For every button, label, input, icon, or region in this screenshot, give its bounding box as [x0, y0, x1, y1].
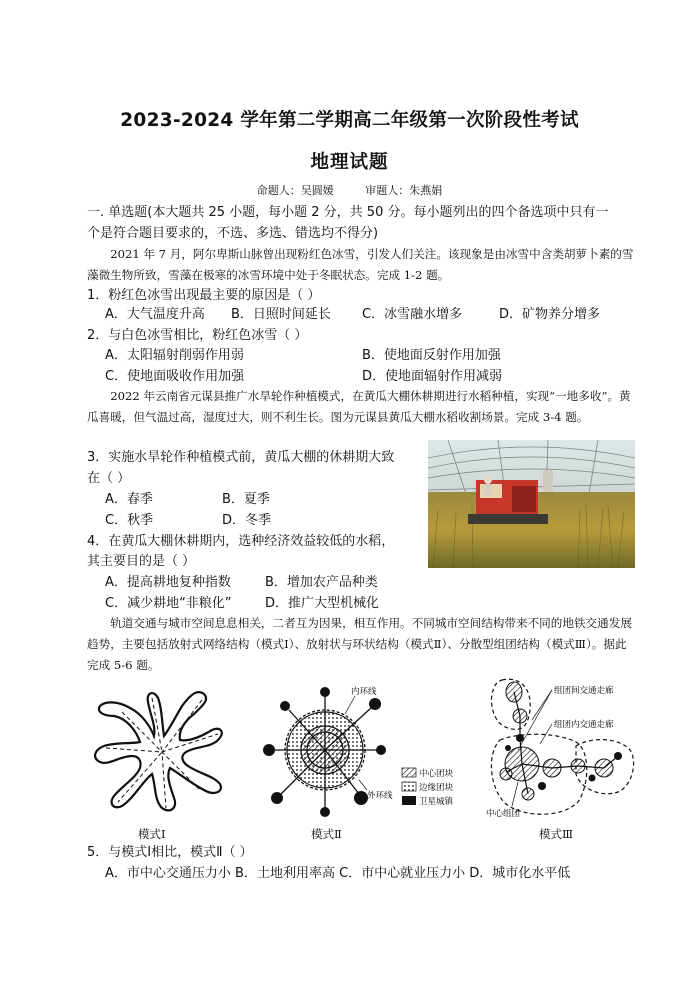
setter-name: 命题人：吴圆媛 [256, 184, 334, 197]
section-heading-line1: 一. 单选题(本大题共 25 小题，每小题 2 分，共 50 分。每小题列出的四个备选项中只有一 [87, 205, 609, 220]
center-cluster-label: 中心组团 [486, 809, 521, 819]
reviewer-name: 审题人：朱燕娟 [365, 184, 443, 197]
passage-3: 轨道交通与城市空间息息相关，二者互为因果，相互作用。不同城市空间结构带来不同的地铁交通发展趋势，主要包括放射式网络结构（模式Ⅰ）、放射状与环状结构（模式Ⅱ）、分散型组团结构（模式Ⅲ）。据此完成 5-6 题。 [87, 616, 632, 672]
q2-option-b: B．使地面反射作用加强 [362, 348, 501, 363]
q1-option-c: C．冰雪融水增多 [362, 307, 463, 322]
q4-stem-line1: 4．在黄瓜大棚休耕期内，选种经济效益较低的水稻， [87, 534, 395, 549]
q4-option-c: C．减少耕地“非粮化” [105, 596, 232, 611]
inner-ring-label: 内环线 [351, 687, 377, 697]
q1-option-d: D．矿物养分增多 [499, 307, 601, 322]
mode3-caption: 模式Ⅲ [539, 827, 574, 841]
q1-stem: 1．粉红色冰雪出现最主要的原因是（ ） [87, 288, 321, 303]
q4-option-b: B．增加农产品种类 [265, 575, 378, 590]
q2-option-d: D．使地面辐射作用减弱 [362, 369, 503, 384]
legend-center-label: 中心团块 [419, 769, 454, 779]
legend-edge-label: 边缘团块 [419, 783, 454, 793]
rice-harvest-photo [428, 440, 635, 568]
q3-stem-line2: 在（ ） [87, 471, 131, 486]
mode1-caption: 模式Ⅰ [138, 827, 166, 841]
corridor-within-label: 组团内交通走廊 [554, 720, 614, 730]
mode1-diagram [92, 686, 232, 816]
legend-satellite-label: 卫星城镇 [419, 797, 454, 807]
q5-options: A．市中心交通压力小 B．土地利用率高 C．市中心就业压力小 D．城市化水平低 [105, 866, 571, 881]
q2-stem: 2．与白色冰雪相比，粉红色冰雪（ ） [87, 328, 308, 343]
q3-option-d: D．冬季 [222, 513, 272, 528]
q4-option-a: A．提高耕地复种指数 [105, 575, 231, 590]
mode2-diagram [255, 684, 465, 820]
author-line [0, 182, 699, 198]
subject-title: 地理试题 [310, 152, 389, 173]
q4-stem-line2: 其主要目的是（ ） [87, 554, 196, 569]
section-heading-line2: 个是符合题目要求的，不选、多选、错选均不得分) [87, 226, 379, 241]
q3-option-b: B．夏季 [222, 492, 270, 507]
q4-option-d: D．推广大型机械化 [265, 596, 380, 611]
passage-2: 2022 年云南省元谋县推广水旱轮作种植模式，在黄瓜大棚休耕期进行水稻种植，实现“一地多收”。黄瓜喜暖，但气温过高，湿度过大，则不利生长。图为元谋县黄瓜大棚水稻收割场景。完成 3-4 题。 [87, 389, 631, 424]
q2-option-c: C．使地面吸收作用加强 [105, 369, 245, 384]
mode2-caption: 模式Ⅱ [311, 827, 342, 841]
q3-option-a: A．春季 [105, 492, 153, 507]
q3-stem-line1: 3．实施水旱轮作种植模式前，黄瓜大棚的休耕期大致 [87, 450, 395, 465]
q1-option-a: A．大气温度升高 [105, 307, 205, 322]
q1-option-b: B．日照时间延长 [231, 307, 331, 322]
exam-title: 2023-2024 学年第二学期高二年级第一次阶段性考试 [120, 110, 579, 131]
corridor-between-label: 组团间交通走廊 [554, 686, 614, 696]
q2-option-a: A．太阳辐射削弱作用弱 [105, 348, 244, 363]
q3-option-c: C．秋季 [105, 513, 154, 528]
mode3-diagram [480, 676, 640, 822]
q5-stem: 5．与模式Ⅰ相比，模式Ⅱ（ ） [87, 845, 253, 860]
passage-1: 2021 年 7 月，阿尔卑斯山脉曾出现粉红色冰雪，引发人们关注。该现象是由冰雪中含类胡萝卜素的雪藻微生物所致，雪藻在极寒的冰雪环境中处于冬眠状态。完成 1-2 题。 [87, 247, 634, 282]
outer-ring-label: 外环线 [367, 791, 393, 801]
